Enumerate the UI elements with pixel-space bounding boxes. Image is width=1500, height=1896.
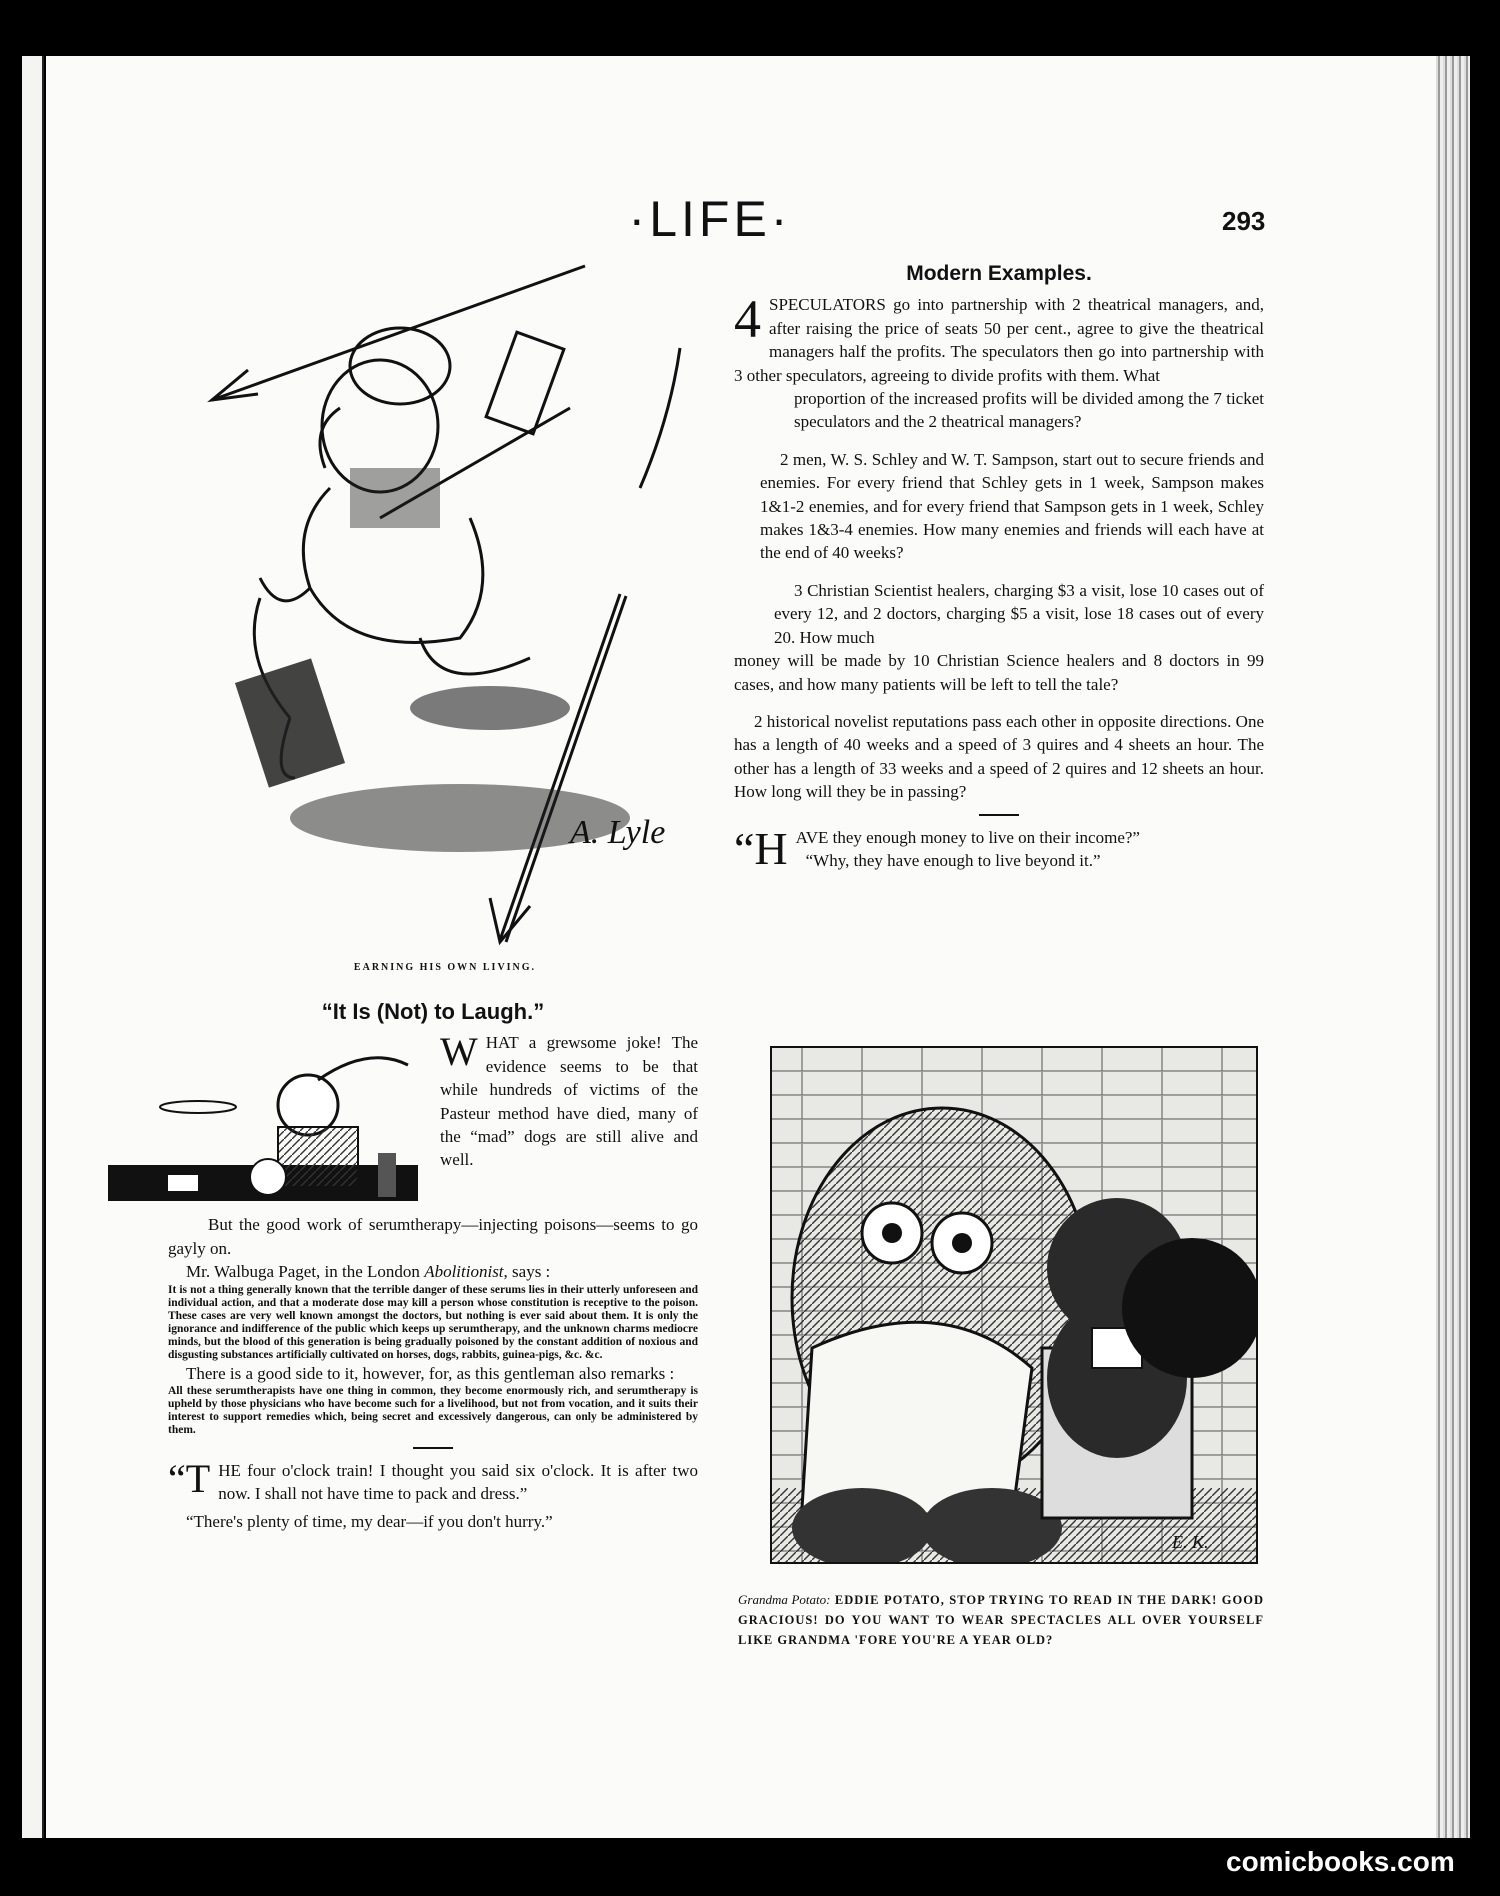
caption-speaker: Grandma Potato: <box>738 1592 831 1607</box>
not-to-laugh-article <box>168 1000 698 1533</box>
drop-cap: 4 <box>734 289 761 350</box>
paragraph-text: SPECULATORS go into partnership with 2 theatrical managers, and, after raising the price of seats 50 per cent., agree to give the theatrical managers half the profits. The speculators then go into partnership with 3 other speculators, agreeing to divide profits with them. What <box>734 295 1264 385</box>
cartoon-illustration <box>772 1048 1256 1562</box>
paragraph-text: HAT a grewsome joke! The evidence seems to be that while hundreds of victims of the Pasteur method have died, many of the “mad” dogs are still alive and well. <box>440 1033 698 1170</box>
site-watermark: comicbooks.com <box>1226 1846 1455 1877</box>
paragraph <box>734 289 1264 387</box>
divider <box>979 814 1019 816</box>
divider <box>413 1447 453 1449</box>
paragraph: money will be made by 10 Christian Science healers and 8 doctors in 99 cases, and how many patients will be left to tell the tale? <box>734 651 1264 694</box>
block-quote: It is not a thing generally known that the terrible danger of these serums lies in their utterly unforeseen and individual action, and that a moderate dose may kill a person whose constitution is receptive to the poison. These cases are very well known amongst the doctors, but nothing is ever said about them. It is only the ignorance and indifference of the public which keeps up serumtherapy, and the unknown charms mediocre minds, but the blood of this generation is being gradually poisoned by the constant addition of noxious and disgusting substances artificially cultivated on horses, dogs, rabbits, guinea-pigs, &c. &c. <box>168 1283 698 1361</box>
publication-name: Abolitionist <box>424 1262 504 1282</box>
paragraph: 2 historical novelist reputations pass each other in opposite directions. One has a length of 40 weeks and a speed of 3 quires and 4 sheets an hour. The other has a length of 33 weeks and a speed of 2 quires and 12 sheets an hour. How long will they be in passing? <box>734 711 1264 802</box>
cartoon-caption: EARNING HIS OWN LIVING. <box>353 962 537 973</box>
modern-examples-article <box>734 262 1264 872</box>
masthead-title: ·LIFE· <box>628 191 792 247</box>
cartoon-grandma-potato <box>770 1046 1258 1564</box>
page-number: 293 <box>1222 206 1266 236</box>
joke-train <box>168 1456 698 1506</box>
joke-have <box>734 822 1264 874</box>
article-heading: “It Is (Not) to Laugh.” <box>321 999 545 1024</box>
paragraph: But the good work of serumtherapy—injecting poisons—seems to go gayly on. <box>168 1215 698 1258</box>
paragraph: 3 Christian Scientist healers, charging $3 a visit, lose 10 cases out of every 12, and 2 doctors, charging $5 a visit, lose 18 cases out of every 20. How much <box>774 580 1264 647</box>
paragraph: 2 men, W. S. Schley and W. T. Sampson, start out to secure friends and enemies. For every friend that Schley gets in 1 week, Sampson makes 1&1-2 enemies, and for every friend that Sampson gets in 1 week, Schley makes 1&3-4 enemies. How many enemies and friends will each have at the end of 40 weeks? <box>760 449 1264 563</box>
paragraph-text: HE four o'clock train! I thought you said six o'clock. It is after two now. I shall not have time to pack and dress.” <box>218 1461 698 1504</box>
svg-text:E. K.: E. K. <box>1172 1532 1209 1552</box>
block-quote: All these serumtherapists have one thing in common, they become enormously rich, and serumtherapy is upheld by those physicians who have become such for a livelihood, but not from vocation, and it suits their interest to support remedies which, being secret and excessively dangerous, can only be administered by them. <box>168 1385 698 1437</box>
paragraph-text: , says : <box>503 1262 551 1282</box>
cartoon-signature: A. Lyle <box>570 814 666 851</box>
cartoon-bottom-caption <box>738 1590 1264 1650</box>
joke-line: AVE they enough money to live on their income?” <box>795 827 1140 847</box>
paragraph-text: Mr. Walbuga Paget, in the London <box>186 1262 425 1282</box>
article-heading: Modern Examples. <box>906 262 1092 285</box>
vignette-illustration <box>108 1035 428 1213</box>
drop-cap: W <box>440 1029 478 1075</box>
paragraph: proportion of the increased profits will be divided among the 7 ticket speculators and the 2 theatrical managers? <box>794 389 1264 432</box>
drop-cap: “T <box>168 1456 211 1502</box>
cartoon-running-man <box>200 258 710 948</box>
caption-text: EDDIE POTATO, STOP TRYING TO READ IN THE DARK! GOOD GRACIOUS! DO YOU WANT TO WEAR SPECTACLES ALL OVER YOURSELF LIKE GRANDMA 'FORE YOU'RE A YEAR OLD? <box>738 1593 1264 1647</box>
paragraph: There is a good side to it, however, for, as this gentleman also remarks : <box>186 1363 675 1383</box>
joke-line: “Why, they have enough to live beyond it.” <box>805 850 1101 870</box>
drop-cap: “H <box>734 822 788 874</box>
page-stack-edge <box>1436 56 1470 1838</box>
paragraph: “There's plenty of time, my dear—if you don't hurry.” <box>186 1511 553 1531</box>
previous-page-edge <box>22 56 44 1838</box>
paragraph <box>168 1260 698 1283</box>
